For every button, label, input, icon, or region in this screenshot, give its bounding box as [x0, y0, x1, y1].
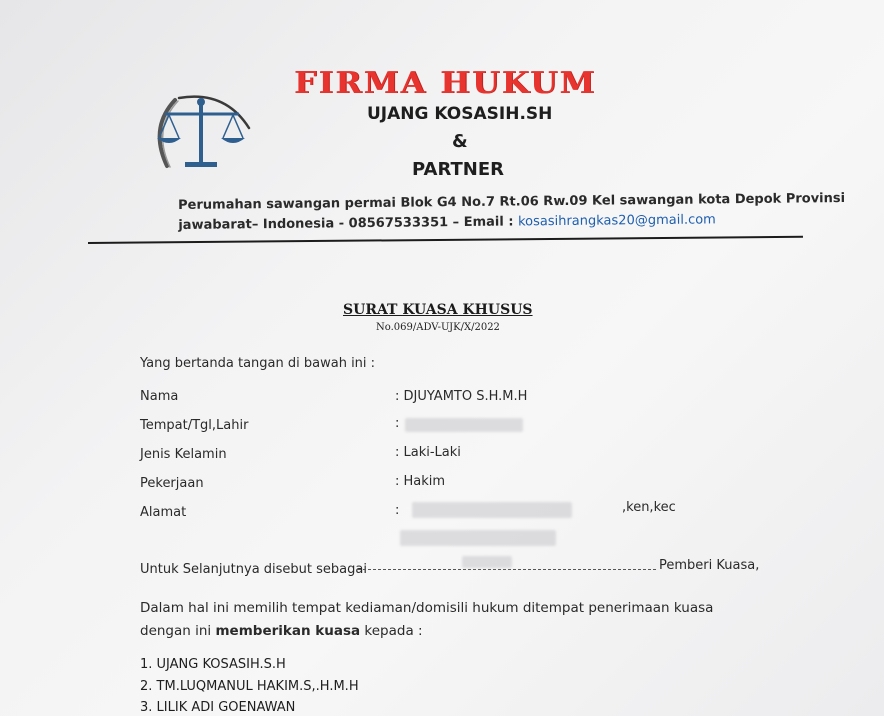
- domicile-line-1: Dalam hal ini memilih tempat kediaman/domisili hukum ditempat penerimaan kuasa: [140, 600, 714, 616]
- domicile-prefix: dengan ini: [140, 623, 216, 639]
- domicile-suffix: kepada :: [360, 623, 423, 639]
- field-label-gender: Jenis Kelamin: [140, 447, 227, 462]
- domicile-emphasis: memberikan kuasa: [215, 623, 361, 639]
- letterhead-divider: [88, 236, 803, 244]
- field-value-job: : Hakim: [395, 474, 446, 489]
- recipient-item: 1. UJANG KOSASIH.S.H: [140, 657, 286, 672]
- field-label-job: Pekerjaan: [140, 476, 204, 491]
- recipient-item: 2. TM.LUQMANUL HAKIM.S,.H.M.H: [140, 679, 359, 694]
- designation-suffix: Pemberi Kuasa,: [659, 558, 760, 573]
- redacted-address-1: [412, 502, 572, 518]
- redacted-address-2: [400, 530, 556, 546]
- address-tail: ,ken,kec: [622, 500, 676, 515]
- field-value-address: :: [395, 503, 400, 518]
- partner-label: PARTNER: [412, 159, 505, 180]
- email-link[interactable]: kosasihrangkas20@gmail.com: [517, 212, 716, 230]
- document-title: SURAT KUASA KHUSUS: [343, 302, 533, 318]
- field-label-nama: Nama: [140, 389, 179, 404]
- logo: [145, 88, 257, 178]
- field-label-address: Alamat: [140, 505, 187, 520]
- address-line-1: Perumahan sawangan permai Blok G4 No.7 Rt.06 Rw.09 Kel sawangan kota Depok Provinsi: [178, 191, 846, 213]
- document-number: No.069/ADV-UJK/X/2022: [376, 322, 500, 333]
- scales-of-justice-icon: [145, 88, 257, 178]
- domicile-line-2: [140, 623, 423, 639]
- firm-address: [178, 189, 845, 236]
- firm-title: FIRMA HUKUM: [294, 66, 597, 101]
- field-value-nama: : DJUYAMTO S.H.M.H: [395, 389, 528, 404]
- designation-prefix: Untuk Selanjutnya disebut sebagai: [140, 562, 367, 577]
- field-value-birth: :: [395, 416, 400, 431]
- intro-text: Yang bertanda tangan di bawah ini :: [140, 356, 376, 371]
- redacted-birth: [405, 418, 523, 432]
- redacted-alias: [462, 556, 512, 568]
- ampersand: &: [452, 131, 468, 152]
- address-contact: jawabarat– Indonesia - 08567533351 – Email :: [178, 214, 519, 233]
- field-label-birth: Tempat/Tgl,Lahir: [140, 418, 249, 433]
- designation-dashes: [358, 569, 656, 570]
- recipient-item: 3. LILIK ADI GOENAWAN: [140, 700, 296, 715]
- field-value-gender: : Laki-Laki: [395, 445, 461, 460]
- lawyer-name: UJANG KOSASIH.SH: [367, 104, 553, 124]
